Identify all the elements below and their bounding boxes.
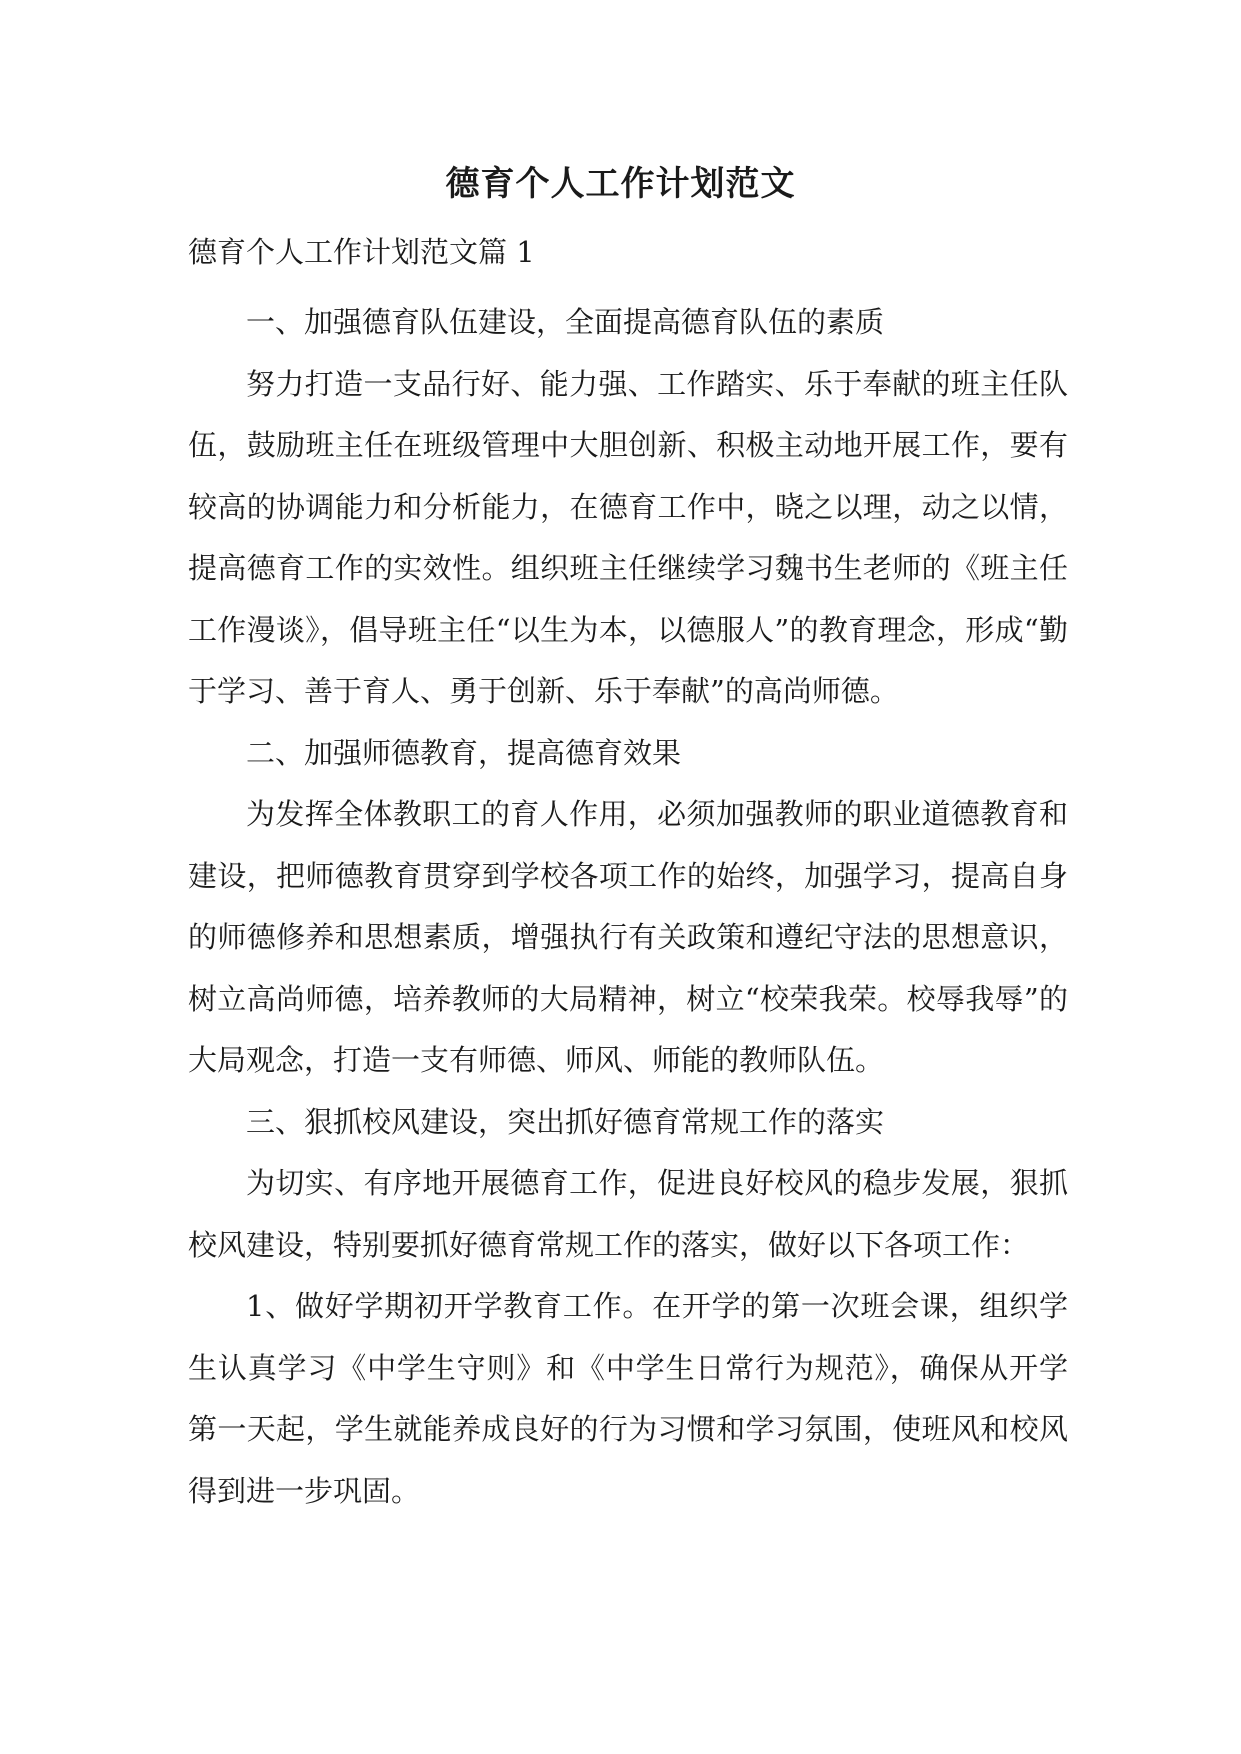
section-2-paragraph: 为发挥全体教职工的育人作用，必须加强教师的职业道德教育和建设，把师德教育贯穿到学校各项工作的始终，加强学习，提高自身的师德修养和思想素质，增强执行有关政策和遵纪守法的思想意识，树立高尚师德，培养教师的大局精神，树立“校荣我荣。校辱我辱”的大局观念，打造一支有师德、师风、师能的教师队伍。 [188,797,1068,1077]
section-1-heading: 一、加强德育队伍建设，全面提高德育队伍的素质 [246,305,885,339]
document-title: 德育个人工作计划范文 [445,164,796,204]
section-3-paragraph: 为切实、有序地开展德育工作，促进良好校风的稳步发展，狠抓校风建设，特别要抓好德育常规工作的落实，做好以下各项工作： [188,1166,1068,1262]
section-2-heading: 二、加强师德教育，提高德育效果 [246,735,682,770]
section-3-heading: 三、狠抓校风建设，突出抓好德育常规工作的落实 [246,1104,885,1139]
section-3-item-1: 1、做好学期初开学教育工作。在开学的第一次班会课，组织学生认真学习《中学生守则》和《中学生日常行为规范》，确保从开学第一天起，学生就能养成良好的行为习惯和学习氛围，使班风和校风得到进一步巩固。 [188,1289,1068,1508]
document-body [188,292,1068,1522]
section-1-paragraph: 努力打造一支品行好、能力强、工作踏实、乐于奉献的班主任队伍，鼓励班主任在班级管理中大胆创新、积极主动地开展工作，要有较高的协调能力和分析能力，在德育工作中，晓之以理，动之以情，提高德育工作的实效性。组织班主任继续学习魏书生老师的《班主任工作漫谈》，倡导班主任“以生为本，以德服人”的教育理念，形成“勤于学习、善于育人、勇于创新、乐于奉献”的高尚师德。 [188,366,1068,708]
document-subtitle: 德育个人工作计划范文篇 1 [188,235,535,269]
